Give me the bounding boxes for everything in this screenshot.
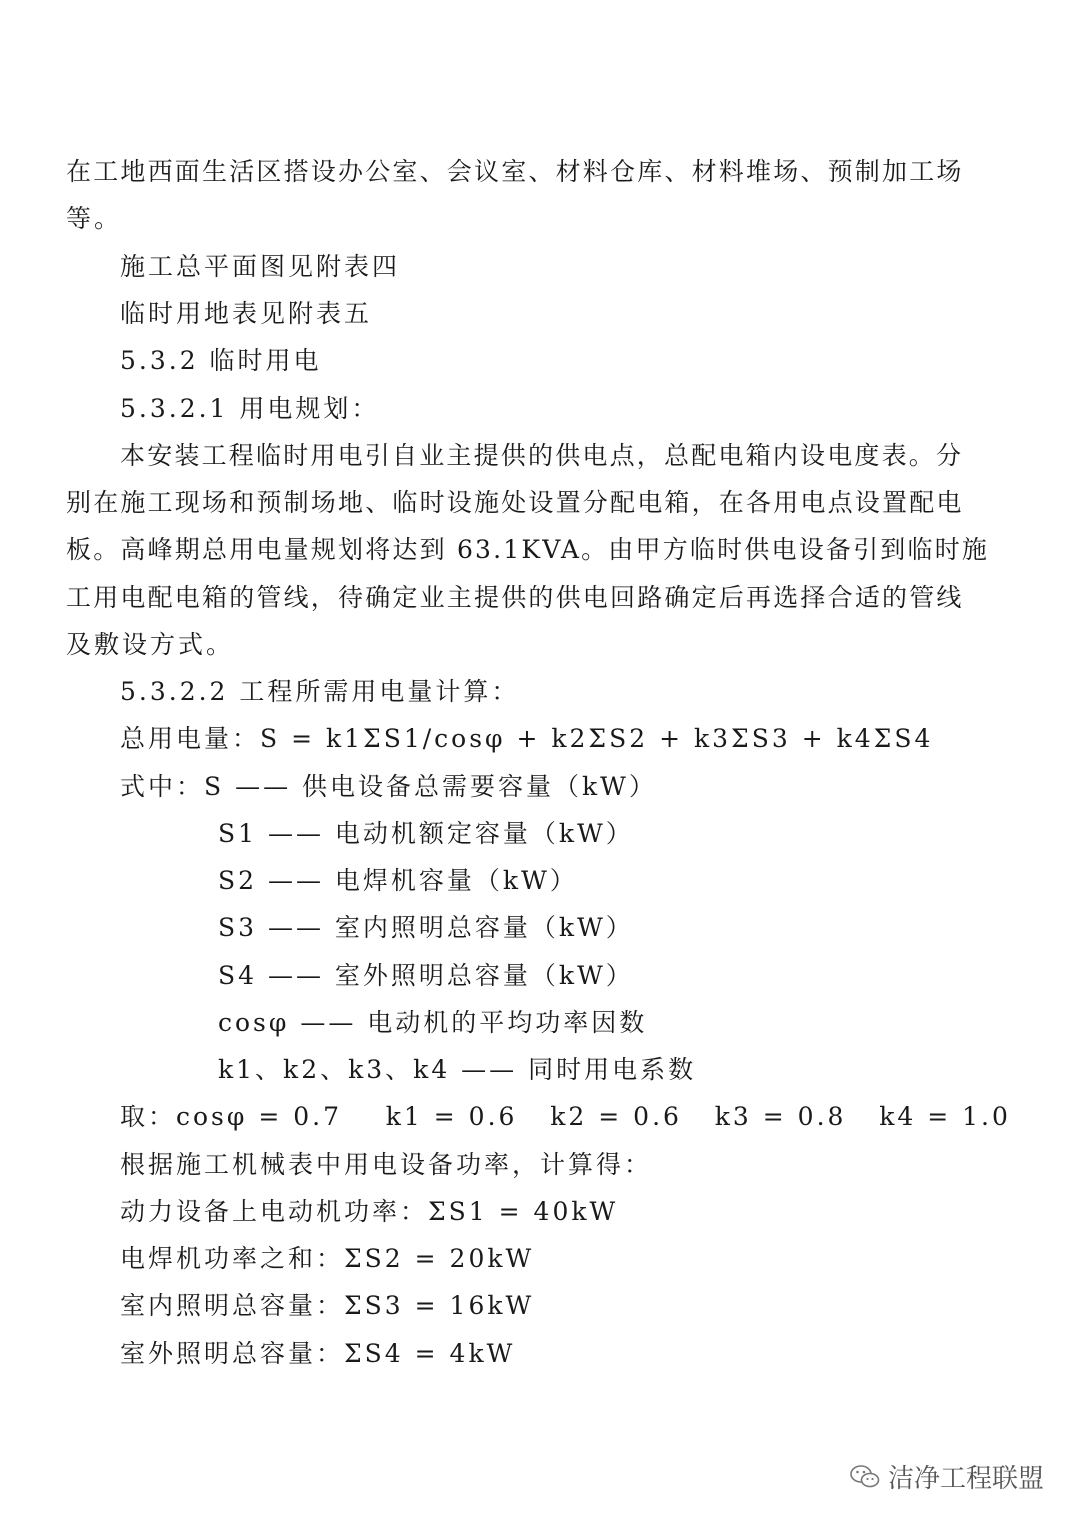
result-line: 电焊机功率之和：ΣS2 = 20kW	[120, 1244, 535, 1273]
formula-definition: S2 —— 电焊机容量（kW）	[218, 866, 578, 895]
wechat-icon	[850, 1464, 880, 1490]
formula-definition: k1、k2、k3、k4 —— 同时用电系数	[218, 1055, 697, 1084]
section-heading: 5.3.2 临时用电	[120, 346, 322, 375]
section-heading: 5.3.2.2 工程所需用电量计算：	[120, 677, 520, 706]
section-heading: 5.3.2.1 用电规划：	[120, 394, 380, 423]
watermark-text: 洁净工程联盟	[888, 1464, 1045, 1494]
paragraph-line: 根据施工机械表中用电设备功率，计算得：	[120, 1150, 653, 1179]
paragraph-line: 等。	[66, 204, 123, 233]
formula-definition: cosφ —— 电动机的平均功率因数	[218, 1008, 648, 1037]
formula-line: 总用电量：S = k1ΣS1/cosφ + k2ΣS2 + k3ΣS3 + k4ΣS4	[120, 724, 934, 753]
paragraph-line: 在工地西面生活区搭设办公室、会议室、材料仓库、材料堆场、预制加工场	[66, 157, 964, 186]
formula-definition: 式中：S —— 供电设备总需要容量（kW）	[120, 772, 657, 801]
paragraph-line: 临时用地表见附表五	[120, 299, 373, 328]
coefficient-values: 取：cosφ = 0.7 k1 = 0.6 k2 = 0.6 k3 = 0.8 k4 = 1.0	[120, 1102, 1011, 1131]
formula-definition: S4 —— 室外照明总容量（kW）	[218, 961, 634, 990]
formula-definition: S3 —— 室内照明总容量（kW）	[218, 913, 634, 942]
watermark	[850, 1458, 1044, 1495]
paragraph-line: 施工总平面图见附表四	[120, 252, 401, 281]
paragraph-line: 及敷设方式。	[66, 630, 235, 659]
paragraph-line: 别在施工现场和预制场地、临时设施处设置分配电箱，在各用电点设置配电	[66, 488, 964, 517]
paragraph-line: 工用电配电箱的管线，待确定业主提供的供电回路确定后再选择合适的管线	[66, 583, 964, 612]
result-line: 室内照明总容量：ΣS3 = 16kW	[120, 1291, 535, 1320]
result-line: 室外照明总容量：ΣS4 = 4kW	[120, 1339, 516, 1368]
paragraph-line: 板。高峰期总用电量规划将达到 63.1KVA。由甲方临时供电设备引到临时施	[66, 535, 990, 564]
formula-definition: S1 —— 电动机额定容量（kW）	[218, 819, 634, 848]
result-line: 动力设备上电动机功率：ΣS1 = 40kW	[120, 1197, 619, 1226]
paragraph-line: 本安装工程临时用电引自业主提供的供电点，总配电箱内设电度表。分	[120, 441, 964, 470]
